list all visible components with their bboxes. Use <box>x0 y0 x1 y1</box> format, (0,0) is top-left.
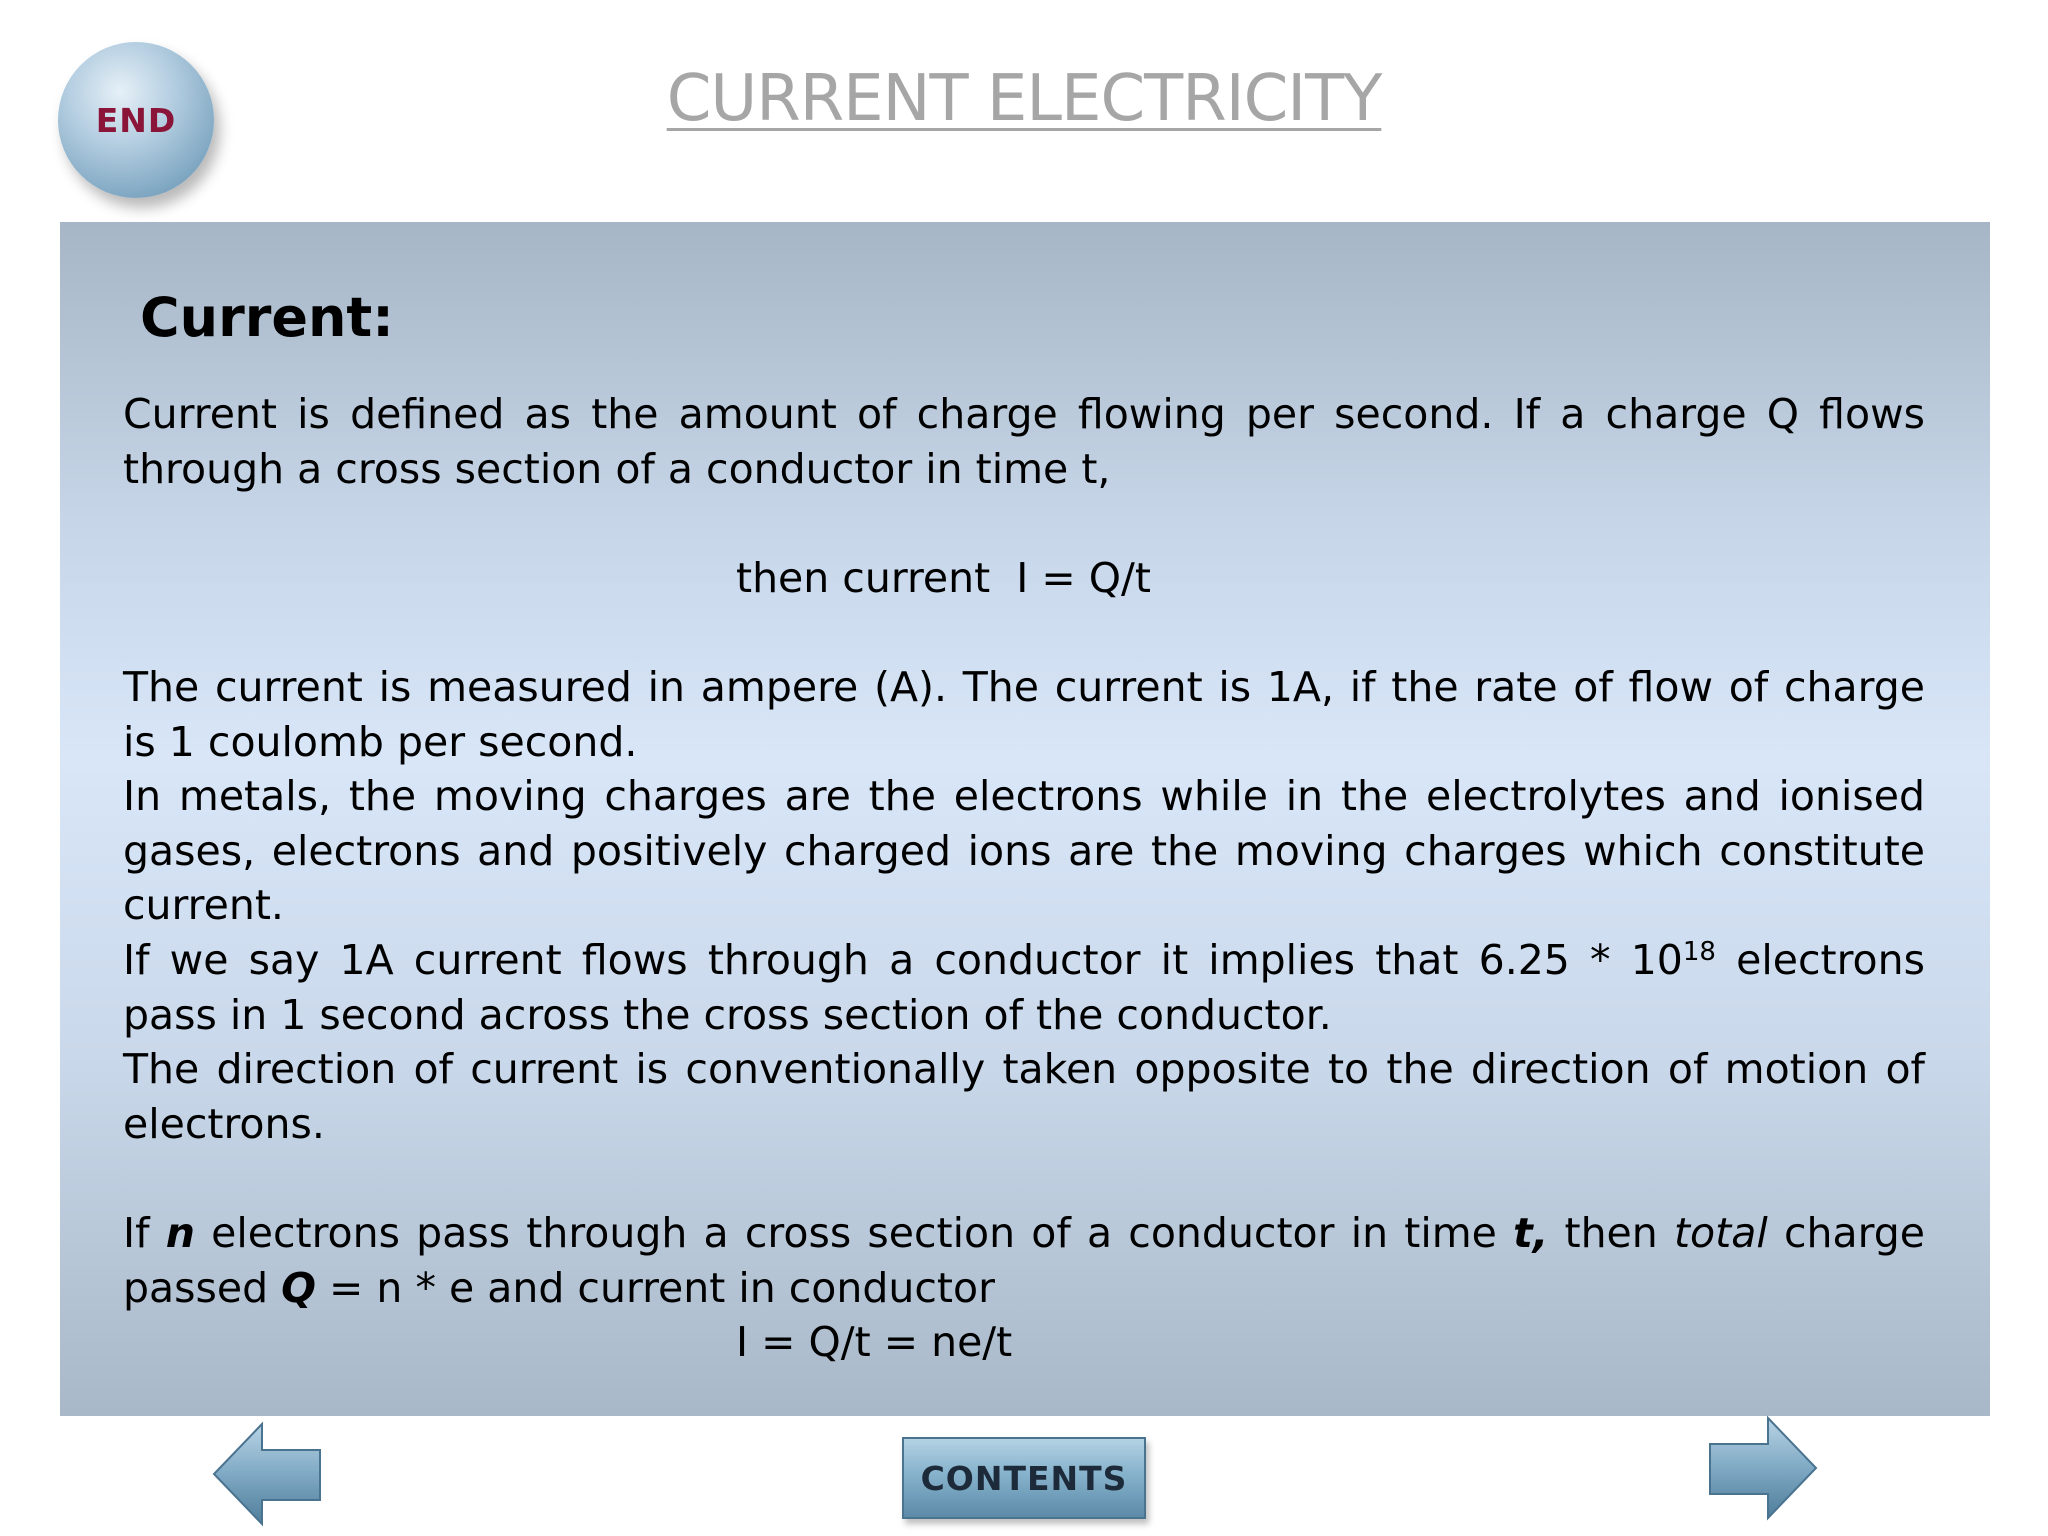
paragraph-definition: Current is defined as the amount of charge flowing per second. If a charge Q flows through a cross section of a conductor in time t, <box>123 390 1925 493</box>
section-heading: Current: <box>140 286 394 349</box>
end-button-label: END <box>95 100 177 140</box>
contents-button[interactable] <box>902 1437 1146 1519</box>
page-title: CURRENT ELECTRICITY <box>666 62 1382 136</box>
variable-n: n <box>165 1209 195 1257</box>
left-arrow-icon <box>210 1420 326 1528</box>
text-run: = n * e and current in conductor <box>316 1263 995 1312</box>
exponent: 18 <box>1682 937 1716 967</box>
paragraph-moving-charges: In metals, the moving charges are the electrons while in the electrolytes and ionised gases, electrons and positively charged ions are the moving charges which constitute current. <box>123 772 1925 929</box>
paragraph-electron-count <box>123 933 1925 1042</box>
contents-button-label: CONTENTS <box>920 1458 1128 1498</box>
paragraph-total-charge <box>123 1206 1925 1315</box>
next-button[interactable] <box>1704 1414 1820 1522</box>
variable-t: t, <box>1513 1209 1549 1257</box>
right-arrow-icon <box>1704 1414 1820 1522</box>
electron-count-text: If we say 1A current flows through a conductor it implies that 6.25 * 10 <box>123 936 1683 984</box>
paragraph-direction: The direction of current is conventionally taken opposite to the direction of motion of electrons. <box>123 1045 1925 1148</box>
variable-q: Q <box>281 1263 317 1312</box>
word-total: total <box>1673 1209 1768 1257</box>
text-run: electrons pass through a cross section of a conductor in time <box>194 1209 1514 1257</box>
content-panel <box>60 222 1990 1416</box>
electron-count-text-end: electrons pass in 1 second across the cross section of the conductor. <box>123 936 1925 1039</box>
paragraph-ampere: The current is measured in ampere (A). The current is 1A, if the rate of flow of charge is 1 coulomb per second. <box>123 663 1925 766</box>
formula-current: then current I = Q/t <box>736 554 1151 602</box>
text-run: then <box>1548 1209 1674 1257</box>
formula-ne-over-t: I = Q/t = ne/t <box>736 1318 1013 1366</box>
text-run: If <box>123 1209 166 1257</box>
back-button[interactable] <box>210 1420 326 1528</box>
text-run: charge passed <box>123 1209 1925 1312</box>
